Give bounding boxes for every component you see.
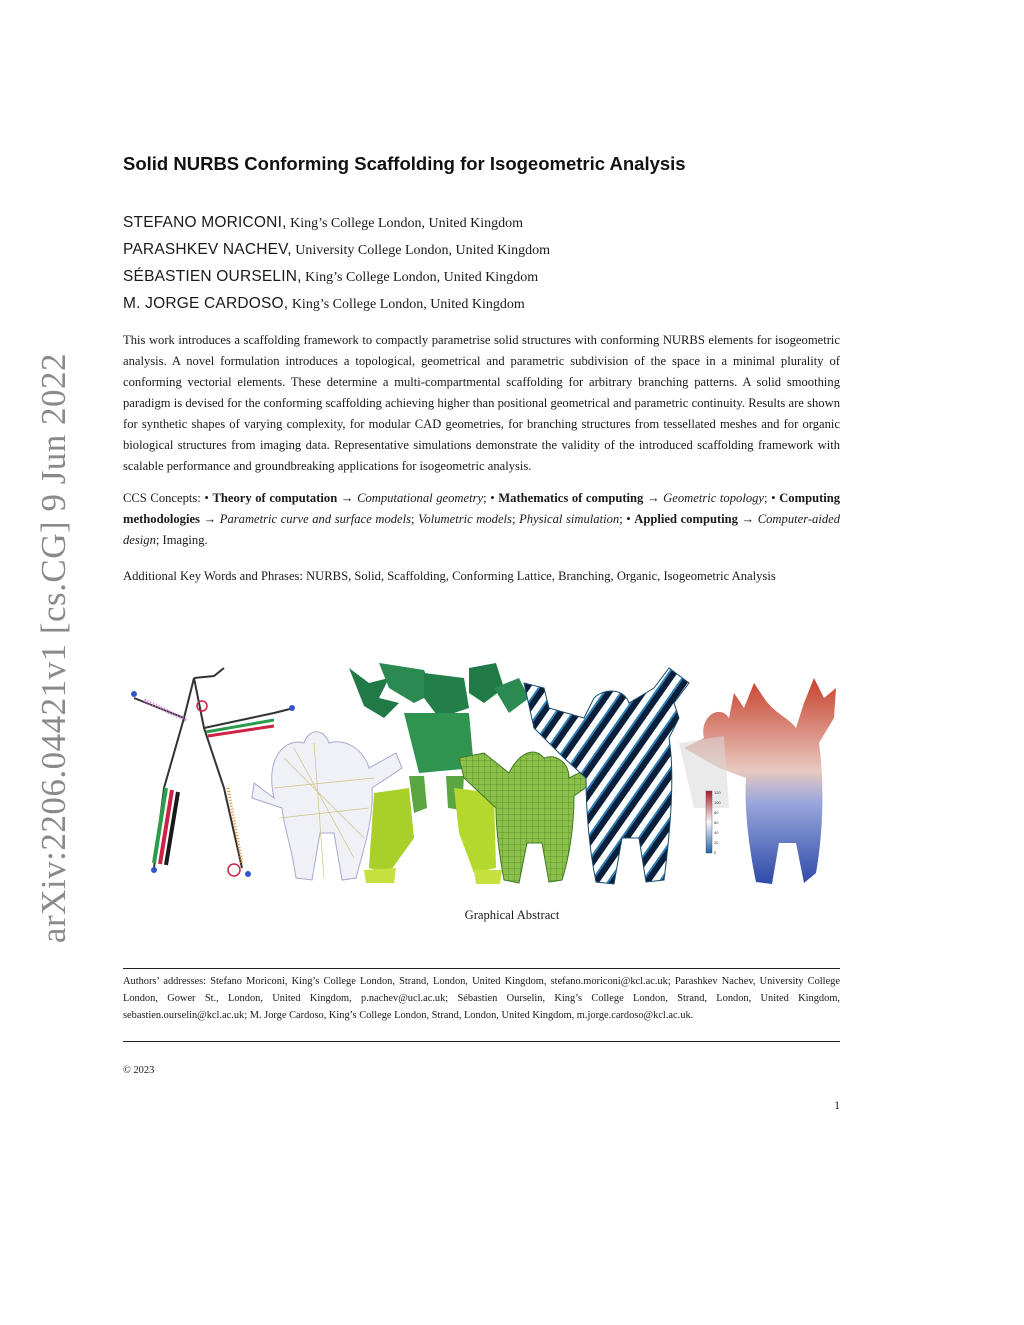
- author-1: [123, 214, 523, 232]
- keywords: Additional Key Words and Phrases: NURBS, Solid, Scaffolding, Conforming Lattice, Branching, Organic, Isogeometric Analysis: [123, 569, 776, 583]
- author-name: PARASHKEV NACHEV,: [123, 241, 292, 258]
- colorbar-tick: 80: [714, 810, 719, 815]
- author-affiliation: King’s College London, United Kingdom: [286, 216, 524, 231]
- arxiv-identifier: arXiv:2206.04421v1 [cs.CG] 9 Jun 2022: [34, 352, 73, 944]
- abstract: This work introduces a scaffolding framework to compactly parametrise solid structures with conforming NURBS elements for isogeometric analysis. A novel formulation introduces a topological, geometrical and parametric subdivision of the space in a minimal plurality of conforming vectorial elements. These determine a multi-compartmental scaffolding for arbitrary branching patterns. A solid smoothing paradigm is devised for the conforming scaffolding achieving higher than positional geometrical and parametric continuity. Results are shown for synthetic shapes of varying complexity, for modular CAD geometries, for branching structures from tessellated meshes and for organic biological structures from imaging data. Representative simulations demonstrate the validity of the introduced scaffolding framework with scalable performance and groundbreaking applications for isogeometric analysis.: [123, 333, 840, 473]
- colorbar-tick: 100: [714, 800, 721, 805]
- page-number: 1: [834, 1100, 840, 1112]
- colorbar-tick: 20: [714, 840, 719, 845]
- author-affiliation: University College London, United Kingdom: [291, 243, 550, 258]
- skeleton-panel: [131, 668, 295, 877]
- colorbar-tick: 40: [714, 830, 719, 835]
- footnote-bottom-rule: [123, 1041, 840, 1042]
- author-name: SÉBASTIEN OURSELIN,: [123, 268, 302, 285]
- colorbar-tick: 120: [714, 790, 721, 795]
- colorbar-tick: 60: [714, 820, 719, 825]
- copyright: © 2023: [123, 1065, 155, 1076]
- footnote-rule: [123, 968, 840, 969]
- figure-caption: Graphical Abstract: [464, 908, 560, 922]
- author-affiliation: King’s College London, United Kingdom: [301, 270, 539, 285]
- heatmap-armadillo-panel: [679, 678, 836, 884]
- author-name: M. JORGE CARDOSO,: [123, 295, 289, 312]
- author-2: [123, 241, 550, 259]
- colorbar-ticks: [714, 790, 721, 855]
- author-affiliation: King’s College London, United Kingdom: [288, 297, 525, 312]
- colorbar-tick: 0: [714, 850, 717, 855]
- author-name: STEFANO MORICONI,: [123, 214, 287, 231]
- ccs-concepts: CCS Concepts: • Theory of computation → Computational geometry; • Mathematics of computing → Geometric topology; • Computing methodologies → Parametric curve and surface models; Volumetric models; Physical simulation; • Applied computing → Computer-aided design; Imaging.: [123, 491, 841, 547]
- authors-addresses: Authors’ addresses: Stefano Moriconi, King’s College London, Strand, London, United Kingdom, stefano.moriconi@kcl.ac.uk; Parashkev Nachev, University College London, Gower St., London, United Kingdom, p.nachev@ucl.ac.uk; Sébastien Ourselin, King’s College London, Strand, London, United Kingdom, sebastien.ourselin@kcl.ac.uk; M. Jorge Cardoso, King’s College London, Strand, London, United Kingdom, m.jorge.cardoso@kcl.ac.uk.: [123, 976, 840, 1021]
- paper-title: Solid NURBS Conforming Scaffolding for Isogeometric Analysis: [123, 153, 686, 174]
- author-4: [123, 295, 525, 313]
- graphical-abstract-figure: [124, 658, 840, 890]
- author-3: [123, 268, 538, 286]
